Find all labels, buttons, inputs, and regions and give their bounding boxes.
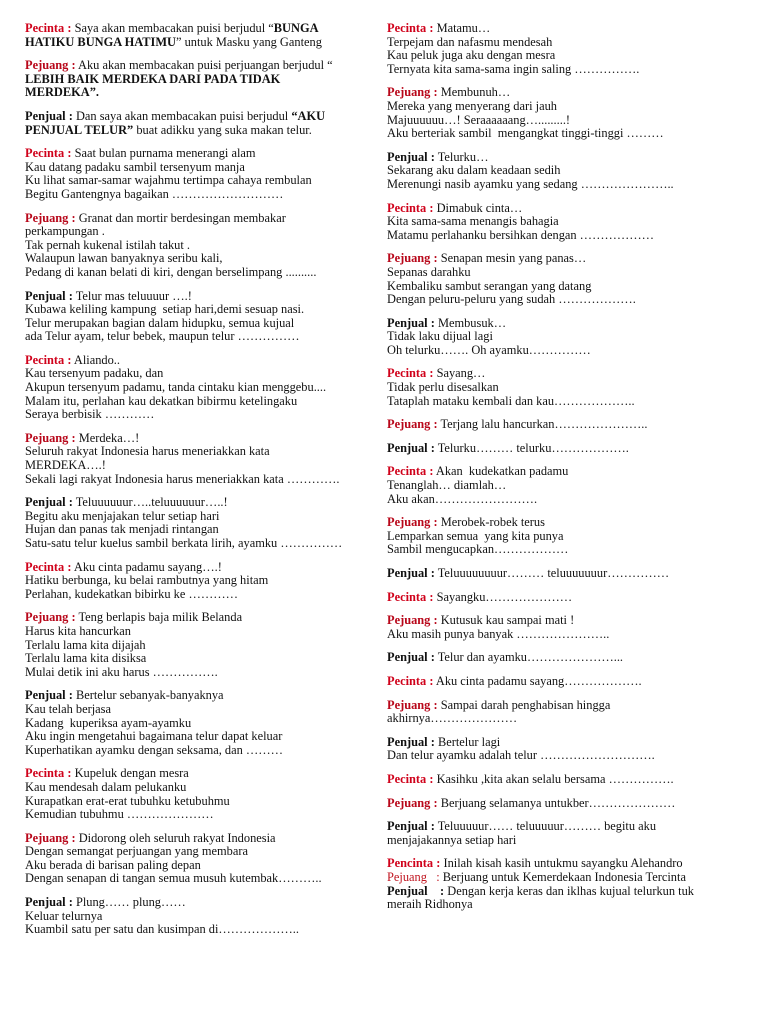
line-text: Keluar telurnya	[25, 908, 103, 923]
poem-line	[387, 63, 757, 77]
poem-line	[387, 202, 757, 216]
line-text: Sekali lagi rakyat Indonesia harus meneriakkan kata ………….	[25, 471, 340, 486]
line-text: Berjuang untuk Kemerdekaan Indonesia Tercinta	[442, 869, 686, 884]
line-text: LEBIH BAIK MERDEKA DARI PADA TIDAK	[25, 71, 281, 86]
line-text: MERDEKA….!	[25, 458, 106, 473]
line-text: ada Telur ayam, telur bebek, maupun telur ……………	[25, 329, 300, 344]
line-text: Aku cinta padamu sayang……………….	[435, 673, 642, 688]
line-text: Pedang di kanan belati di kiri, dengan berselimpang ..........	[25, 264, 317, 279]
speaker-label: Pejuang :	[25, 610, 76, 625]
poem-line	[25, 781, 375, 795]
poem-line	[387, 442, 757, 456]
line-text: Malam itu, perlahan kau dekatkan bibirmu ketelingaku	[25, 393, 298, 408]
speaker-label: Penjual :	[387, 734, 435, 749]
line-text: Teng berlapis baja milik Belanda	[78, 610, 243, 625]
line-text: Harus kita hancurkan	[25, 623, 131, 638]
poem-line	[25, 523, 375, 537]
poem-line	[25, 110, 375, 124]
poem-line	[25, 408, 375, 422]
speaker-label: Pecinta :	[387, 771, 434, 786]
poem-line	[387, 820, 757, 834]
closing-lines	[387, 857, 757, 911]
stanza-pecinta	[25, 147, 375, 201]
poem-line	[387, 178, 757, 192]
poem-line	[25, 124, 375, 138]
line-text: Kau datang padaku sambil tersenyum manja	[25, 159, 245, 174]
speaker-label: Pejuang :	[387, 795, 438, 810]
speaker-label: Penjual :	[25, 495, 73, 510]
poem-line	[25, 290, 375, 304]
line-text: buat adikku yang suka makan telur.	[133, 122, 312, 137]
line-text: Dengan senapan di tangan semua musuh kutembak………..	[25, 871, 322, 886]
poem-line	[25, 625, 375, 639]
poem-line	[25, 266, 375, 280]
poem-line	[25, 381, 375, 395]
line-text: Tidak perlu disesalkan	[387, 380, 499, 395]
poem-line	[387, 749, 757, 763]
poem-line	[25, 767, 375, 781]
poem-line	[25, 703, 375, 717]
speaker-label: Pejuang :	[387, 251, 438, 266]
poem-line	[387, 252, 757, 266]
line-text: perkampungan .	[25, 224, 105, 239]
stanza-pejuang	[387, 797, 757, 811]
stanza-pecinta	[25, 767, 375, 821]
closing-line	[387, 898, 757, 912]
line-text: BUNGA	[273, 21, 319, 35]
speaker-label: Pejuang :	[387, 85, 438, 100]
line-text: Teluuuuur…… teluuuuur……… begitu aku	[437, 819, 657, 834]
line-text: Saya akan membacakan puisi berjudul “	[74, 21, 274, 35]
poem-line	[387, 36, 757, 50]
line-text: Kau mendesah dalam pelukanku	[25, 779, 187, 794]
stanza-penjual	[25, 496, 375, 550]
speaker-label: Pencinta :	[387, 856, 441, 871]
poem-line	[387, 712, 757, 726]
line-text: Hujan dan panas tak menjadi rintangan	[25, 522, 219, 537]
line-text: Tidak laku dijual lagi	[387, 329, 493, 344]
line-text: Membunuh…	[440, 85, 511, 100]
line-text: Aku akan membacakan puisi perjuangan berjudul “	[78, 58, 333, 73]
poem-line	[387, 567, 757, 581]
line-text: Kubawa keliling kampung setiap hari,demi sesuap nasi.	[25, 302, 305, 317]
line-text: Aku berada di barisan paling depan	[25, 857, 201, 872]
line-text: Satu-satu telur kuelus sambil berkata lirih, ayamku ……………	[25, 536, 343, 550]
poem-line	[25, 147, 375, 161]
poem-line	[387, 614, 757, 628]
line-text: Seraya berbisik …………	[25, 407, 155, 422]
poem-line	[25, 22, 375, 36]
line-text: Saat bulan purnama menerangi alam	[74, 146, 256, 161]
line-text: Merobek-robek terus	[440, 515, 545, 530]
line-text: Tataplah mataku kembali dan kau………………..	[387, 393, 635, 408]
line-text: Walaupun lawan banyaknya seribu kali,	[25, 251, 223, 266]
line-text: PENJUAL TELUR”	[25, 122, 134, 137]
speaker-label: Penjual :	[387, 819, 435, 834]
line-text: Telurku…	[437, 149, 489, 164]
stanza-pecinta	[387, 773, 757, 787]
poem-line	[25, 432, 375, 446]
speaker-label: Penjual :	[387, 566, 435, 580]
line-text: Aku ingin mengetahui bagaimana telur dapat keluar	[25, 729, 283, 744]
speaker-label: Pejuang :	[25, 830, 76, 845]
stanza-pejuang	[25, 832, 375, 886]
stanza-pejuang	[25, 611, 375, 679]
line-text: Teluuuuuur…..teluuuuuur…..!	[75, 495, 228, 510]
poem-line	[387, 773, 757, 787]
poem-line	[25, 317, 375, 331]
stanza-penjual	[25, 290, 375, 344]
line-text: Dimabuk cinta…	[436, 200, 523, 215]
line-text: Kau telah berjasa	[25, 701, 112, 716]
line-text: Senapan mesin yang panas…	[440, 251, 587, 266]
poem-line	[387, 465, 757, 479]
speaker-label: Pecinta :	[387, 589, 434, 604]
poem-line	[25, 859, 375, 873]
line-text: Perlahan, kudekatkan bibirku ke …………	[25, 586, 239, 601]
line-text: Granat dan mortir berdesingan membakar	[78, 210, 286, 225]
stanza-penjual	[387, 736, 757, 763]
stanza-pecinta	[25, 354, 375, 422]
poem-line	[387, 293, 757, 307]
line-text: Inilah kisah kasih untukmu sayangku Alehandro	[443, 856, 683, 871]
poem-line	[387, 344, 757, 358]
poem-line	[25, 808, 375, 822]
speaker-label: Penjual :	[25, 895, 73, 910]
poem-line	[387, 100, 757, 114]
line-text: Bertelur lagi	[437, 734, 501, 749]
line-text: Matamu perlahanku bersihkan dengan ………………	[387, 227, 655, 242]
stanza-pecinta	[387, 675, 757, 689]
poem-line	[25, 639, 375, 653]
line-text: Aku masih punya banyak …………………..	[387, 626, 610, 641]
poem-line	[387, 49, 757, 63]
speaker-label: Penjual :	[387, 315, 435, 330]
line-text: Ku lihat samar-samar wajahmu tertimpa cahaya rembulan	[25, 173, 312, 188]
line-text: Telur dan ayamku…………………...	[437, 650, 624, 665]
line-text: Dan saya akan membacakan puisi berjudul	[75, 108, 292, 123]
line-text: “AKU	[291, 108, 326, 123]
poem-line	[25, 496, 375, 510]
poem-line	[25, 174, 375, 188]
closing-line	[387, 885, 757, 899]
poem-line	[387, 330, 757, 344]
poem-line	[387, 591, 757, 605]
line-text: Dengan semangat perjuangan yang membara	[25, 844, 248, 859]
stanza-penjual	[25, 689, 375, 757]
speaker-label: Penjual :	[25, 108, 73, 123]
line-text: Mereka yang menyerang dari jauh	[387, 98, 557, 113]
poem-line	[25, 395, 375, 409]
poem-line	[25, 845, 375, 859]
poem-line	[25, 330, 375, 344]
speaker-label: Penjual :	[387, 650, 435, 665]
poem-line	[387, 699, 757, 713]
poem-line	[25, 212, 375, 226]
poem-line	[25, 574, 375, 588]
line-text: Majuuuuuu…! Seraaaaaang….........!	[387, 112, 571, 127]
poem-line	[25, 832, 375, 846]
poem-line	[387, 114, 757, 128]
line-text: Matamu…	[436, 21, 491, 35]
line-text: MERDEKA”.	[25, 85, 99, 100]
poem-line	[25, 225, 375, 239]
line-text: Membusuk…	[437, 315, 507, 330]
poem-line	[25, 252, 375, 266]
line-text: meraih Ridhonya	[387, 897, 473, 912]
poem-line	[25, 561, 375, 575]
speaker-label: Pejuang :	[387, 869, 440, 884]
poem-line	[387, 675, 757, 689]
stanza-penjual	[387, 151, 757, 192]
speaker-label: Pecinta :	[25, 766, 72, 781]
line-text: Telur mas teluuuur ….!	[75, 288, 192, 303]
stanza-pejuang	[387, 699, 757, 726]
poem-line	[387, 493, 757, 507]
speaker-label: Pecinta :	[25, 352, 72, 367]
stanza-pecinta	[387, 465, 757, 506]
poem-line	[387, 736, 757, 750]
stanza-penjual	[25, 896, 375, 937]
poem-line	[25, 510, 375, 524]
stanza-pejuang	[25, 432, 375, 486]
line-text: Tak pernah kukenal istilah takut .	[25, 237, 190, 252]
stanza-pecinta	[387, 367, 757, 408]
stanza-pejuang	[387, 614, 757, 641]
line-text: Berjuang selamanya untukber…………………	[440, 795, 676, 810]
speaker-label: Pejuang :	[387, 697, 438, 712]
speaker-label: Pecinta :	[387, 200, 434, 215]
speaker-label: Pejuang :	[387, 515, 438, 530]
poem-line	[387, 266, 757, 280]
stanza-penjual	[387, 651, 757, 665]
line-text: Merenungi nasib ayamku yang sedang …………………..	[387, 176, 674, 191]
line-text: Begitu Gantengnya bagaikan ………………………	[25, 186, 284, 201]
stanza-pejuang	[387, 86, 757, 140]
poem-line	[25, 73, 375, 87]
poem-line	[387, 229, 757, 243]
line-text: ” untuk Masku yang Ganteng	[176, 34, 322, 49]
line-text: Oh telurku……. Oh ayamku……………	[387, 342, 591, 357]
line-text: Seluruh rakyat Indonesia harus meneriakkan kata	[25, 444, 270, 459]
left-column	[25, 22, 375, 947]
poem-line	[25, 354, 375, 368]
line-text: Dengan peluru-peluru yang sudah ……………….	[387, 292, 636, 307]
line-text: Kuperhatikan ayamku dengan seksama, dan ………	[25, 742, 284, 757]
poem-line	[25, 872, 375, 886]
line-text: Kau tersenyum padaku, dan	[25, 366, 164, 381]
speaker-label: Penjual :	[25, 288, 73, 303]
poem-line	[387, 86, 757, 100]
poem-line	[25, 239, 375, 253]
poem-line	[25, 689, 375, 703]
line-text: Telurku……… telurku……………….	[437, 440, 629, 455]
line-text: Kurapatkan erat-erat tubuhku ketubuhmu	[25, 793, 230, 808]
line-text: Aliando..	[73, 352, 120, 367]
line-text: Akupun tersenyum padamu, tanda cintaku kian menggebu....	[25, 380, 327, 395]
poem-line	[25, 666, 375, 680]
line-text: Kita sama-sama menangis bahagia	[387, 214, 559, 229]
poem-line	[387, 543, 757, 557]
speaker-label: Pejuang :	[25, 430, 76, 445]
line-text: Sayangku…………………	[436, 589, 573, 604]
line-text: Terpejam dan nafasmu mendesah	[387, 34, 553, 49]
poem-line	[387, 628, 757, 642]
stanza-pecinta	[25, 22, 375, 49]
poem-line	[25, 86, 375, 100]
poem-line	[387, 215, 757, 229]
line-text: Akan kudekatkan padamu	[435, 464, 569, 479]
speaker-label: Pecinta :	[387, 464, 434, 479]
speaker-label: Pejuang :	[25, 210, 76, 225]
speaker-label: Pecinta :	[25, 21, 72, 35]
poem-line	[25, 445, 375, 459]
closing-line	[387, 857, 757, 871]
speaker-label: Pecinta :	[25, 146, 72, 161]
line-text: Kupeluk dengan mesra	[74, 766, 189, 781]
line-text: Aku cinta padamu sayang….!	[73, 559, 222, 574]
poem-line	[387, 516, 757, 530]
poem-line	[25, 161, 375, 175]
stanza-penjual	[25, 110, 375, 137]
poem-line	[387, 395, 757, 409]
line-text: Kutusuk kau sampai mati !	[440, 613, 575, 628]
speaker-label: Pecinta :	[387, 673, 434, 688]
line-text: Sekarang aku dalam keadaan sedih	[387, 163, 561, 178]
line-text: Hatiku berbunga, ku belai rambutnya yang hitam	[25, 573, 269, 588]
speaker-label: Pecinta :	[387, 21, 434, 35]
line-text: Begitu aku menjajakan telur setiap hari	[25, 508, 220, 523]
line-text: Aku berteriak sambil mengangkat tinggi-tinggi ………	[387, 126, 664, 141]
speaker-label: Penjual :	[387, 440, 435, 455]
poem-line	[25, 611, 375, 625]
line-text: Telur merupakan bagian dalam hidupku, semua kujual	[25, 315, 295, 330]
line-text: Terlalu lama kita disiksa	[25, 651, 147, 666]
poem-line	[387, 151, 757, 165]
line-text: Lemparkan semua yang kita punya	[387, 528, 564, 543]
poem-line	[25, 473, 375, 487]
stanza-penjual	[387, 820, 757, 847]
poem-line	[387, 164, 757, 178]
stanza-pejuang	[25, 59, 375, 100]
stanza-penjual	[387, 317, 757, 358]
line-text: Kembaliku sambut serangan yang datang	[387, 278, 592, 293]
line-text: akhirnya…………………	[387, 711, 518, 726]
poem-line	[387, 317, 757, 331]
line-text: Terlalu lama kita dijajah	[25, 637, 146, 652]
stanza-pecinta	[25, 561, 375, 602]
line-text: Sepanas darahku	[387, 264, 471, 279]
speaker-label: Penjual :	[387, 149, 435, 164]
poem-line	[387, 651, 757, 665]
line-text: Tenanglah… diamlah…	[387, 478, 507, 493]
line-text: Merdeka…!	[78, 430, 140, 445]
stanza-penjual	[387, 567, 757, 581]
poem-line	[25, 744, 375, 758]
poem-line	[387, 280, 757, 294]
speaker-label: Penjual :	[387, 883, 445, 898]
line-text: Aku akan…………………….	[387, 491, 538, 506]
poem-line	[387, 530, 757, 544]
stanza-pejuang	[25, 212, 375, 280]
poem-line	[25, 910, 375, 924]
stanza-pejuang	[387, 418, 757, 432]
line-text: Dengan kerja keras dan iklhas kujual telurkun tuk	[447, 883, 694, 898]
poem-line	[25, 459, 375, 473]
line-text: Teluuuuuuuur……… teluuuuuuur……………	[437, 566, 670, 580]
line-text: Bertelur sebanyak-banyaknya	[75, 688, 224, 703]
poem-line	[387, 367, 757, 381]
stanza-pejuang	[387, 252, 757, 306]
poem-line	[387, 418, 757, 432]
line-text: Dan telur ayamku adalah telur ……………………….	[387, 748, 655, 763]
line-text: Sambil mengucapkan………………	[387, 542, 569, 557]
poem-line	[25, 36, 375, 50]
poem-line	[25, 303, 375, 317]
poem-line	[25, 188, 375, 202]
poem-line	[387, 834, 757, 848]
line-text: Kau peluk juga aku dengan mesra	[387, 48, 556, 63]
line-text: Didorong oleh seluruh rakyat Indonesia	[78, 830, 276, 845]
poem-line	[25, 896, 375, 910]
line-text: Sayang…	[436, 366, 486, 381]
stanza-pecinta	[387, 202, 757, 243]
speaker-label: Pejuang :	[387, 613, 438, 628]
line-text: Terjang lalu hancurkan…………………..	[440, 417, 648, 432]
poem-line	[25, 652, 375, 666]
stanza-penjual	[387, 442, 757, 456]
poem-line	[387, 22, 757, 36]
line-text: Mulai detik ini aku harus …………….	[25, 664, 218, 679]
stanza-pecinta	[387, 22, 757, 76]
speaker-label: Penjual :	[25, 688, 73, 703]
right-stanzas	[387, 22, 757, 847]
line-text: Kuambil satu per satu dan kusimpan di………………..	[25, 922, 299, 937]
line-text: Plung…… plung……	[75, 895, 186, 910]
right-column	[387, 22, 757, 912]
poem-line	[25, 588, 375, 602]
line-text: menjajakannya setiap hari	[387, 832, 517, 847]
line-text: Kasihku ,kita akan selalu bersama …………….	[436, 771, 674, 786]
stanza-pejuang	[387, 516, 757, 557]
line-text: Kemudian tubuhmu …………………	[25, 807, 214, 822]
poem-line	[25, 367, 375, 381]
poem-line	[25, 59, 375, 73]
stanza-pecinta	[387, 591, 757, 605]
poem-line	[25, 717, 375, 731]
line-text: Ternyata kita sama-sama ingin saling …………….	[387, 61, 640, 76]
poem-line	[25, 537, 375, 551]
closing-line	[387, 871, 757, 885]
line-text: Kadang kuperiksa ayam-ayamku	[25, 715, 192, 730]
poem-line	[25, 923, 375, 937]
poem-line	[387, 797, 757, 811]
poem-line	[387, 381, 757, 395]
poem-line	[25, 795, 375, 809]
speaker-label: Pecinta :	[387, 366, 434, 381]
poem-line	[387, 127, 757, 141]
line-text: HATIKU BUNGA HATIMU	[25, 34, 176, 49]
poem-line	[25, 730, 375, 744]
poem-line	[387, 479, 757, 493]
speaker-label: Pejuang :	[387, 417, 438, 432]
speaker-label: Pejuang :	[25, 58, 76, 73]
line-text: Sampai darah penghabisan hingga	[440, 697, 611, 712]
speaker-label: Pecinta :	[25, 559, 72, 574]
